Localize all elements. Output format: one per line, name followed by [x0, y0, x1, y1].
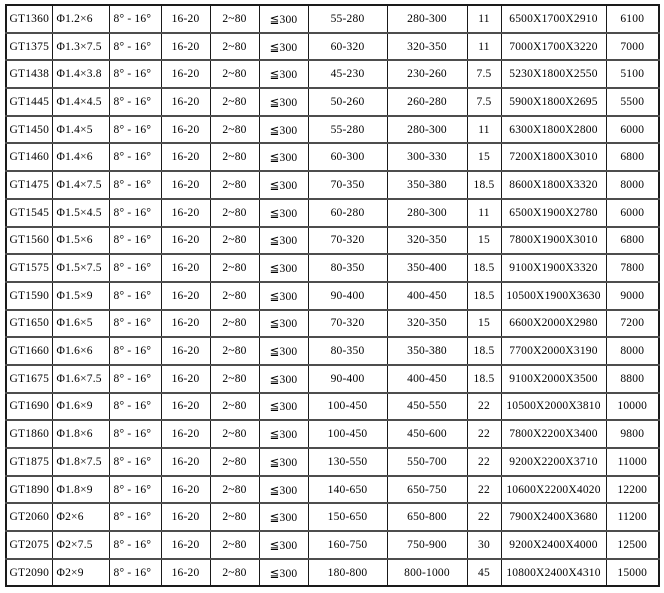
cell-model: GT1445 — [6, 88, 52, 116]
cell-power: 7.5 — [467, 88, 501, 116]
cell-range4: 230-260 — [387, 60, 467, 88]
cell-model: GT1860 — [6, 420, 52, 448]
cell-power: 22 — [467, 393, 501, 421]
cell-spec: Φ1.6×5 — [52, 310, 109, 338]
cell-range2: 2~80 — [210, 116, 259, 144]
cell-power: 18.5 — [467, 337, 501, 365]
cell-weight: 8800 — [606, 365, 659, 393]
table-row — [6, 143, 659, 171]
cell-weight: 12500 — [606, 531, 659, 559]
cell-range4: 320-350 — [387, 310, 467, 338]
cell-spec: Φ1.4×5 — [52, 116, 109, 144]
cell-angle: 8° - 16° — [109, 60, 161, 88]
cell-spec: Φ1.4×6 — [52, 143, 109, 171]
cell-spec: Φ2×9 — [52, 559, 109, 587]
cell-range1: 16-20 — [161, 5, 210, 33]
cell-limit: ≦300 — [259, 476, 308, 504]
cell-angle: 8° - 16° — [109, 227, 161, 255]
cell-power: 11 — [467, 33, 501, 61]
cell-range4: 320-350 — [387, 227, 467, 255]
cell-range4: 450-600 — [387, 420, 467, 448]
cell-dimensions: 10600X2200X4020 — [501, 476, 606, 504]
cell-range2: 2~80 — [210, 5, 259, 33]
cell-angle: 8° - 16° — [109, 503, 161, 531]
table-row — [6, 531, 659, 559]
table-row — [6, 60, 659, 88]
cell-power: 11 — [467, 116, 501, 144]
cell-range3: 90-400 — [308, 282, 387, 310]
cell-range1: 16-20 — [161, 227, 210, 255]
cell-limit: ≦300 — [259, 448, 308, 476]
cell-weight: 8000 — [606, 337, 659, 365]
cell-range1: 16-20 — [161, 310, 210, 338]
cell-range2: 2~80 — [210, 476, 259, 504]
cell-range4: 650-750 — [387, 476, 467, 504]
cell-range1: 16-20 — [161, 116, 210, 144]
cell-range3: 90-400 — [308, 365, 387, 393]
cell-weight: 15000 — [606, 559, 659, 587]
cell-weight: 8000 — [606, 171, 659, 199]
cell-range1: 16-20 — [161, 199, 210, 227]
cell-dimensions: 6500X1700X2910 — [501, 5, 606, 33]
cell-angle: 8° - 16° — [109, 116, 161, 144]
table-row — [6, 559, 659, 587]
cell-weight: 6800 — [606, 227, 659, 255]
cell-limit: ≦300 — [259, 365, 308, 393]
cell-limit: ≦300 — [259, 88, 308, 116]
cell-spec: Φ1.4×4.5 — [52, 88, 109, 116]
cell-limit: ≦300 — [259, 531, 308, 559]
cell-weight: 11000 — [606, 448, 659, 476]
cell-power: 11 — [467, 199, 501, 227]
cell-weight: 9000 — [606, 282, 659, 310]
cell-power: 15 — [467, 227, 501, 255]
cell-model: GT1575 — [6, 254, 52, 282]
cell-range4: 550-700 — [387, 448, 467, 476]
cell-spec: Φ1.5×4.5 — [52, 199, 109, 227]
cell-range3: 150-650 — [308, 503, 387, 531]
cell-range3: 80-350 — [308, 254, 387, 282]
cell-weight: 7000 — [606, 33, 659, 61]
cell-range3: 100-450 — [308, 393, 387, 421]
cell-range2: 2~80 — [210, 88, 259, 116]
cell-limit: ≦300 — [259, 227, 308, 255]
cell-angle: 8° - 16° — [109, 171, 161, 199]
spec-table — [5, 4, 660, 587]
cell-limit: ≦300 — [259, 420, 308, 448]
cell-model: GT1545 — [6, 199, 52, 227]
cell-dimensions: 9200X2400X4000 — [501, 531, 606, 559]
cell-weight: 11200 — [606, 503, 659, 531]
cell-weight: 6000 — [606, 199, 659, 227]
cell-limit: ≦300 — [259, 254, 308, 282]
cell-range2: 2~80 — [210, 171, 259, 199]
cell-dimensions: 7700X2000X3190 — [501, 337, 606, 365]
cell-weight: 5100 — [606, 60, 659, 88]
cell-model: GT1875 — [6, 448, 52, 476]
cell-range2: 2~80 — [210, 448, 259, 476]
cell-dimensions: 6300X1800X2800 — [501, 116, 606, 144]
cell-dimensions: 10800X2400X4310 — [501, 559, 606, 587]
cell-range4: 400-450 — [387, 365, 467, 393]
cell-dimensions: 6600X2000X2980 — [501, 310, 606, 338]
cell-dimensions: 9200X2200X3710 — [501, 448, 606, 476]
cell-limit: ≦300 — [259, 143, 308, 171]
cell-range2: 2~80 — [210, 393, 259, 421]
cell-model: GT1475 — [6, 171, 52, 199]
table-row — [6, 199, 659, 227]
cell-limit: ≦300 — [259, 310, 308, 338]
cell-range3: 60-280 — [308, 199, 387, 227]
cell-model: GT1450 — [6, 116, 52, 144]
cell-range3: 45-230 — [308, 60, 387, 88]
cell-angle: 8° - 16° — [109, 199, 161, 227]
cell-angle: 8° - 16° — [109, 448, 161, 476]
cell-model: GT1660 — [6, 337, 52, 365]
cell-range2: 2~80 — [210, 337, 259, 365]
cell-limit: ≦300 — [259, 60, 308, 88]
table-row — [6, 337, 659, 365]
cell-model: GT1460 — [6, 143, 52, 171]
cell-limit: ≦300 — [259, 171, 308, 199]
cell-limit: ≦300 — [259, 393, 308, 421]
cell-weight: 6000 — [606, 116, 659, 144]
cell-range1: 16-20 — [161, 143, 210, 171]
cell-spec: Φ1.8×9 — [52, 476, 109, 504]
cell-limit: ≦300 — [259, 5, 308, 33]
cell-model: GT2090 — [6, 559, 52, 587]
cell-power: 22 — [467, 448, 501, 476]
cell-model: GT1890 — [6, 476, 52, 504]
cell-range1: 16-20 — [161, 171, 210, 199]
cell-power: 15 — [467, 310, 501, 338]
cell-angle: 8° - 16° — [109, 393, 161, 421]
table-row — [6, 282, 659, 310]
cell-dimensions: 10500X2000X3810 — [501, 393, 606, 421]
cell-dimensions: 7000X1700X3220 — [501, 33, 606, 61]
cell-range1: 16-20 — [161, 337, 210, 365]
cell-range1: 16-20 — [161, 476, 210, 504]
cell-spec: Φ1.2×6 — [52, 5, 109, 33]
table-row — [6, 365, 659, 393]
cell-range3: 160-750 — [308, 531, 387, 559]
cell-weight: 5500 — [606, 88, 659, 116]
cell-power: 15 — [467, 143, 501, 171]
cell-spec: Φ1.3×7.5 — [52, 33, 109, 61]
cell-range4: 750-900 — [387, 531, 467, 559]
table-row — [6, 310, 659, 338]
cell-range4: 350-400 — [387, 254, 467, 282]
cell-angle: 8° - 16° — [109, 559, 161, 587]
table-row — [6, 5, 659, 33]
table-row — [6, 254, 659, 282]
cell-range3: 180-800 — [308, 559, 387, 587]
cell-spec: Φ2×7.5 — [52, 531, 109, 559]
cell-range1: 16-20 — [161, 420, 210, 448]
cell-range1: 16-20 — [161, 282, 210, 310]
cell-spec: Φ1.5×7.5 — [52, 254, 109, 282]
cell-power: 30 — [467, 531, 501, 559]
table-row — [6, 88, 659, 116]
cell-power: 45 — [467, 559, 501, 587]
cell-weight: 6100 — [606, 5, 659, 33]
cell-limit: ≦300 — [259, 503, 308, 531]
cell-range4: 800-1000 — [387, 559, 467, 587]
cell-spec: Φ1.4×3.8 — [52, 60, 109, 88]
cell-dimensions: 5900X1800X2695 — [501, 88, 606, 116]
cell-range2: 2~80 — [210, 60, 259, 88]
cell-range1: 16-20 — [161, 254, 210, 282]
table-row — [6, 476, 659, 504]
cell-range2: 2~80 — [210, 33, 259, 61]
cell-angle: 8° - 16° — [109, 143, 161, 171]
cell-range4: 350-380 — [387, 171, 467, 199]
cell-power: 22 — [467, 420, 501, 448]
cell-range3: 140-650 — [308, 476, 387, 504]
cell-range2: 2~80 — [210, 420, 259, 448]
cell-range4: 650-800 — [387, 503, 467, 531]
cell-power: 22 — [467, 503, 501, 531]
cell-dimensions: 5230X1800X2550 — [501, 60, 606, 88]
cell-dimensions: 7800X1900X3010 — [501, 227, 606, 255]
cell-range3: 60-320 — [308, 33, 387, 61]
cell-limit: ≦300 — [259, 116, 308, 144]
cell-angle: 8° - 16° — [109, 420, 161, 448]
cell-limit: ≦300 — [259, 282, 308, 310]
cell-angle: 8° - 16° — [109, 5, 161, 33]
cell-range4: 280-300 — [387, 116, 467, 144]
cell-dimensions: 6500X1900X2780 — [501, 199, 606, 227]
cell-limit: ≦300 — [259, 337, 308, 365]
cell-angle: 8° - 16° — [109, 310, 161, 338]
cell-spec: Φ1.6×7.5 — [52, 365, 109, 393]
cell-range3: 130-550 — [308, 448, 387, 476]
cell-angle: 8° - 16° — [109, 254, 161, 282]
cell-range3: 80-350 — [308, 337, 387, 365]
cell-range4: 280-300 — [387, 5, 467, 33]
cell-range1: 16-20 — [161, 60, 210, 88]
cell-spec: Φ1.8×7.5 — [52, 448, 109, 476]
table-row — [6, 171, 659, 199]
cell-range1: 16-20 — [161, 33, 210, 61]
cell-range1: 16-20 — [161, 559, 210, 587]
cell-limit: ≦300 — [259, 559, 308, 587]
cell-limit: ≦300 — [259, 199, 308, 227]
cell-model: GT1560 — [6, 227, 52, 255]
cell-model: GT1375 — [6, 33, 52, 61]
cell-range4: 300-330 — [387, 143, 467, 171]
cell-angle: 8° - 16° — [109, 282, 161, 310]
cell-model: GT1690 — [6, 393, 52, 421]
cell-range3: 70-320 — [308, 310, 387, 338]
cell-model: GT2060 — [6, 503, 52, 531]
cell-range2: 2~80 — [210, 310, 259, 338]
cell-range1: 16-20 — [161, 531, 210, 559]
cell-dimensions: 9100X1900X3320 — [501, 254, 606, 282]
cell-range4: 400-450 — [387, 282, 467, 310]
cell-angle: 8° - 16° — [109, 88, 161, 116]
cell-dimensions: 9100X2000X3500 — [501, 365, 606, 393]
cell-power: 18.5 — [467, 254, 501, 282]
cell-angle: 8° - 16° — [109, 33, 161, 61]
table-row — [6, 393, 659, 421]
cell-weight: 12200 — [606, 476, 659, 504]
table-row — [6, 33, 659, 61]
cell-power: 18.5 — [467, 171, 501, 199]
cell-power: 11 — [467, 5, 501, 33]
cell-range1: 16-20 — [161, 448, 210, 476]
cell-angle: 8° - 16° — [109, 337, 161, 365]
cell-dimensions: 10500X1900X3630 — [501, 282, 606, 310]
cell-power: 18.5 — [467, 282, 501, 310]
cell-power: 22 — [467, 476, 501, 504]
cell-range2: 2~80 — [210, 531, 259, 559]
cell-dimensions: 7900X2400X3680 — [501, 503, 606, 531]
cell-range2: 2~80 — [210, 254, 259, 282]
cell-range4: 450-550 — [387, 393, 467, 421]
cell-dimensions: 7800X2200X3400 — [501, 420, 606, 448]
cell-weight: 7800 — [606, 254, 659, 282]
cell-spec: Φ1.5×6 — [52, 227, 109, 255]
cell-model: GT1438 — [6, 60, 52, 88]
table-row — [6, 448, 659, 476]
cell-dimensions: 8600X1800X3320 — [501, 171, 606, 199]
table-row — [6, 503, 659, 531]
cell-range3: 50-260 — [308, 88, 387, 116]
cell-range4: 260-280 — [387, 88, 467, 116]
cell-spec: Φ1.6×9 — [52, 393, 109, 421]
cell-model: GT1675 — [6, 365, 52, 393]
cell-range2: 2~80 — [210, 503, 259, 531]
cell-power: 7.5 — [467, 60, 501, 88]
cell-range2: 2~80 — [210, 143, 259, 171]
cell-spec: Φ1.5×9 — [52, 282, 109, 310]
cell-range1: 16-20 — [161, 365, 210, 393]
table-row — [6, 420, 659, 448]
table-row — [6, 227, 659, 255]
cell-range2: 2~80 — [210, 227, 259, 255]
cell-spec: Φ1.8×6 — [52, 420, 109, 448]
table-body — [6, 5, 659, 586]
cell-range4: 320-350 — [387, 33, 467, 61]
cell-dimensions: 7200X1800X3010 — [501, 143, 606, 171]
cell-model: GT2075 — [6, 531, 52, 559]
cell-range1: 16-20 — [161, 393, 210, 421]
cell-range4: 280-300 — [387, 199, 467, 227]
cell-angle: 8° - 16° — [109, 531, 161, 559]
cell-range2: 2~80 — [210, 282, 259, 310]
cell-weight: 7200 — [606, 310, 659, 338]
cell-range3: 60-300 — [308, 143, 387, 171]
cell-range3: 55-280 — [308, 116, 387, 144]
cell-model: GT1590 — [6, 282, 52, 310]
cell-spec: Φ2×6 — [52, 503, 109, 531]
cell-spec: Φ1.4×7.5 — [52, 171, 109, 199]
cell-weight: 9800 — [606, 420, 659, 448]
cell-range1: 16-20 — [161, 503, 210, 531]
cell-range2: 2~80 — [210, 199, 259, 227]
cell-range3: 100-450 — [308, 420, 387, 448]
cell-limit: ≦300 — [259, 33, 308, 61]
cell-range2: 2~80 — [210, 365, 259, 393]
cell-angle: 8° - 16° — [109, 476, 161, 504]
cell-range3: 70-350 — [308, 171, 387, 199]
cell-angle: 8° - 16° — [109, 365, 161, 393]
cell-model: GT1360 — [6, 5, 52, 33]
cell-power: 18.5 — [467, 365, 501, 393]
cell-range4: 350-380 — [387, 337, 467, 365]
table-row — [6, 116, 659, 144]
cell-weight: 6800 — [606, 143, 659, 171]
cell-spec: Φ1.6×6 — [52, 337, 109, 365]
cell-range3: 55-280 — [308, 5, 387, 33]
cell-weight: 10000 — [606, 393, 659, 421]
cell-model: GT1650 — [6, 310, 52, 338]
cell-range3: 70-320 — [308, 227, 387, 255]
cell-range1: 16-20 — [161, 88, 210, 116]
cell-range2: 2~80 — [210, 559, 259, 587]
